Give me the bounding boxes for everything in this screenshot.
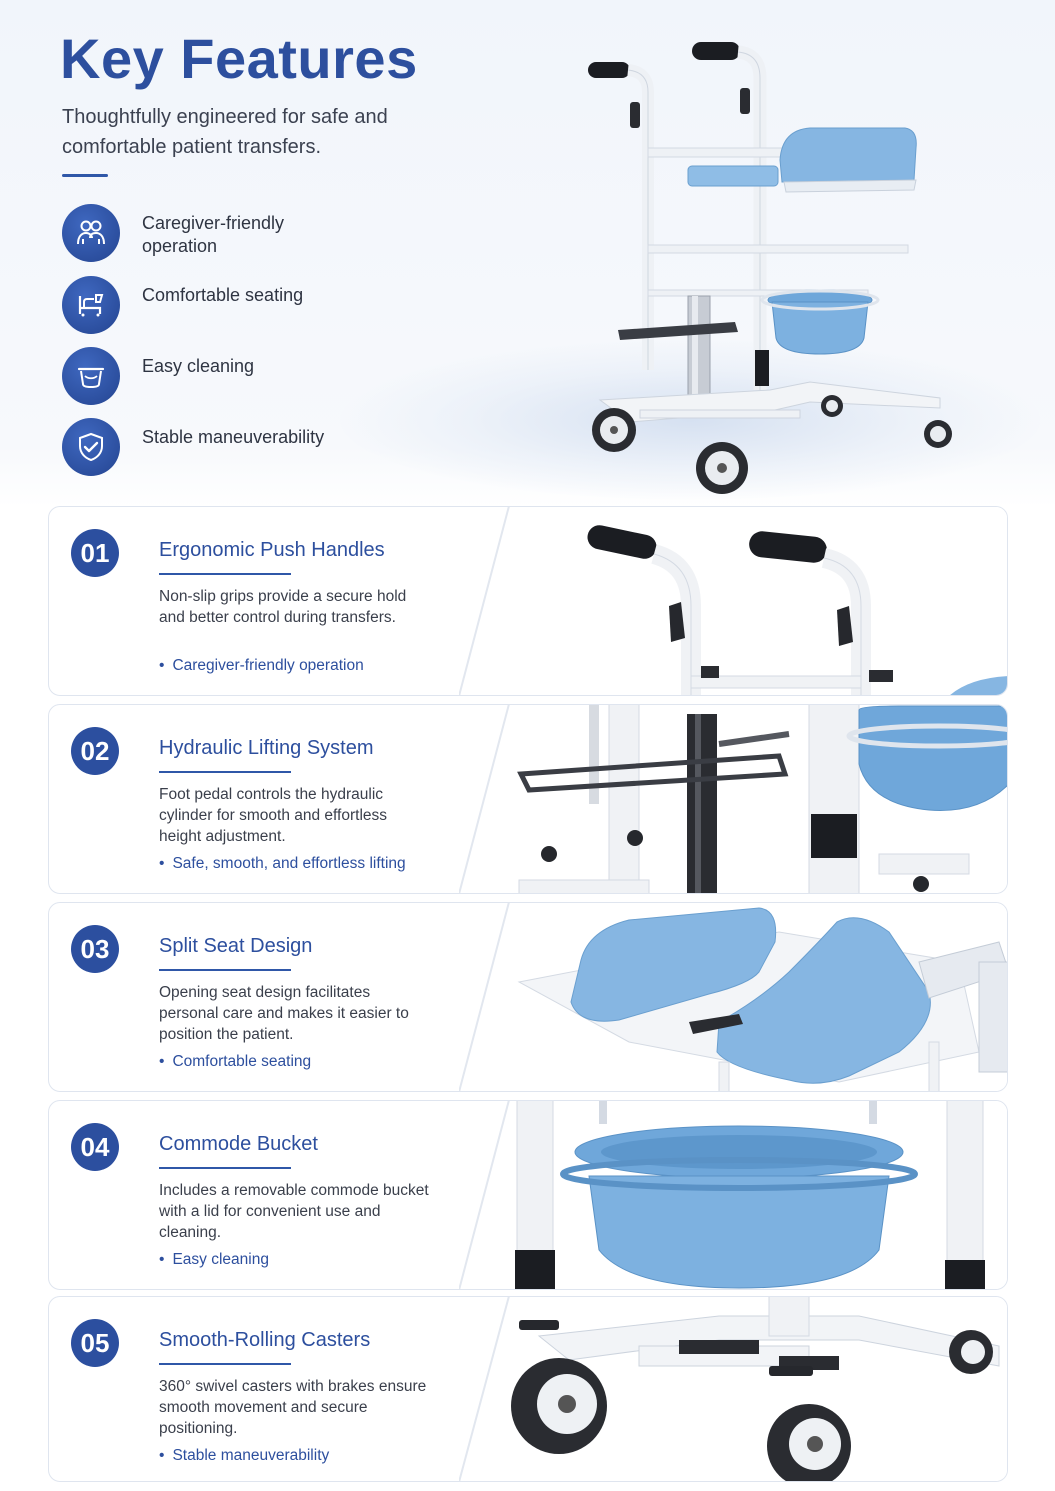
highlight-cleaning [62,347,362,405]
shield-check-icon [62,418,120,476]
card-bullet-text: Stable maneuverability [172,1447,330,1464]
card-bullet [159,1053,311,1071]
transfer-chair-illustration [570,30,990,500]
card-number-badge: 01 [71,529,119,577]
feature-card-split-seat [48,902,1008,1092]
highlight-maneuverability [62,418,362,476]
bullet-dot: • [159,855,165,872]
card-description: Opening seat design facilitates personal care and makes it easier to position the patient. [159,984,409,1043]
bullet-dot: • [159,1053,165,1070]
highlight-label: Easy cleaning [142,356,255,376]
highlight-label: Comfortable seating [142,285,304,305]
card-bullet [159,657,364,675]
page-title: Key Features [60,27,418,90]
highlight-label: Stable maneuverability [142,427,325,447]
seat-icon [62,276,120,334]
push-handles-image [459,506,1008,696]
card-number-badge: 03 [71,925,119,973]
caregivers-icon [62,204,120,262]
card-bullet-text: Easy cleaning [172,1251,269,1268]
bullet-dot: • [159,657,165,674]
title-divider [62,174,108,177]
card-description: 360° swivel casters with brakes ensure smooth movement and secure positioning. [159,1378,427,1437]
card-number-badge: 05 [71,1319,119,1367]
card-title: Commode Bucket [159,1133,318,1155]
feature-card-casters [48,1296,1008,1482]
feature-card-commode [48,1100,1008,1290]
bucket-icon [62,347,120,405]
card-description: Includes a removable commode bucket with a lid for convenient use and cleaning. [159,1182,429,1241]
bullet-dot: • [159,1447,165,1464]
split-seat-image [459,902,1008,1092]
feature-card-push-handles [48,506,1008,696]
card-title-underline [159,1363,291,1365]
card-number-badge: 04 [71,1123,119,1171]
card-bullet-text: Safe, smooth, and effortless lifting [172,855,406,872]
card-title: Ergonomic Push Handles [159,539,385,561]
card-title: Split Seat Design [159,935,313,957]
card-number-badge: 02 [71,727,119,775]
card-title: Hydraulic Lifting System [159,737,374,759]
card-title-underline [159,1167,291,1169]
card-description: Foot pedal controls the hydraulic cylinder for smooth and effortless height adjustment. [159,786,388,845]
highlight-label: Caregiver-friendly operation [142,213,285,256]
page-subtitle: Thoughtfully engineered for safe and comfortable patient transfers. [62,106,388,158]
card-bullet [159,1251,269,1269]
card-bullet-text: Comfortable seating [172,1053,312,1070]
bullet-dot: • [159,1251,165,1268]
card-title-underline [159,771,291,773]
card-bullet [159,855,406,873]
card-title: Smooth-Rolling Casters [159,1329,371,1351]
card-description: Non-slip grips provide a secure hold and better control during transfers. [159,588,407,626]
card-title-underline [159,573,291,575]
highlight-seating [62,276,362,334]
highlight-caregiver [62,204,362,262]
card-bullet-text: Caregiver-friendly operation [172,657,364,674]
card-bullet [159,1447,329,1465]
hero-section [0,0,1055,500]
feature-card-hydraulic [48,704,1008,894]
card-title-underline [159,969,291,971]
commode-bucket-image [459,1100,1008,1290]
casters-image [459,1296,1008,1482]
hydraulic-image [459,704,1008,894]
